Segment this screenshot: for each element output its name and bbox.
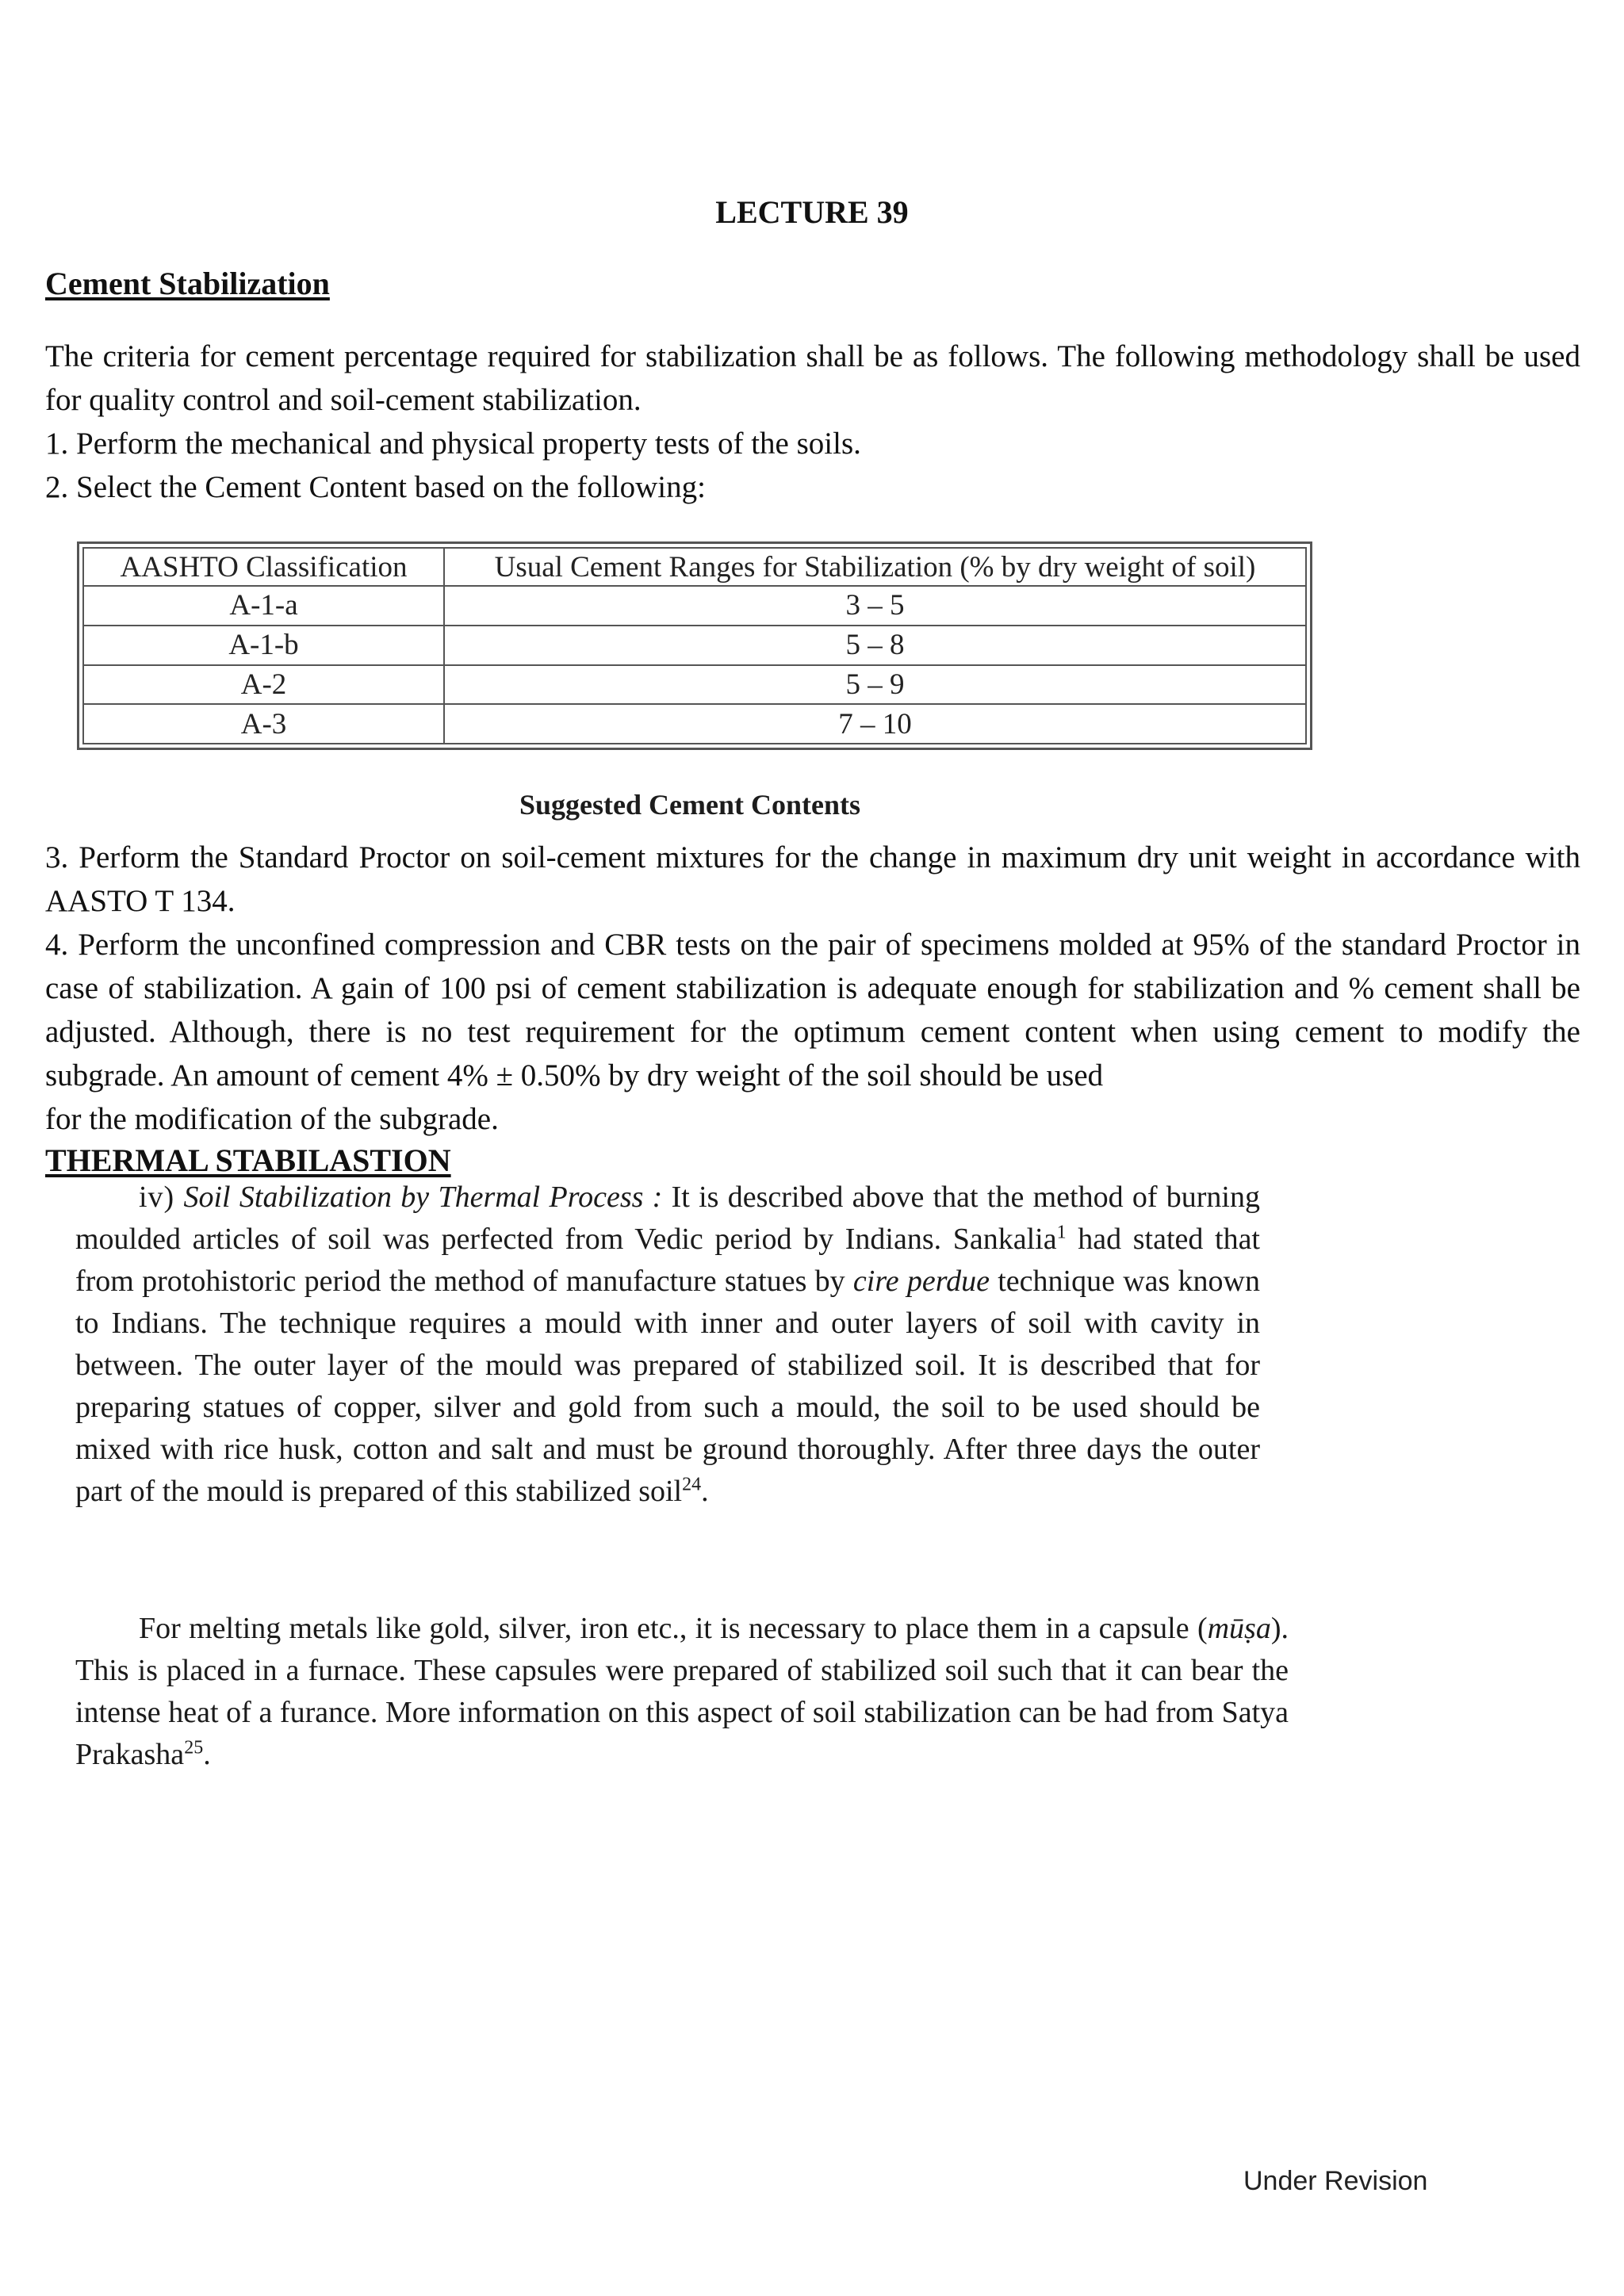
paragraph-text: ). This is placed in a furnace. These capsules were prepared of stabilized soil such that it can bear the intense heat of a furance. More information on this aspect of soil stabilization can be had from Satya Prakasha [75,1612,1289,1771]
footer-note: Under Revision [1243,2166,1428,2196]
cell-range: 3 – 5 [444,586,1306,626]
scanned-excerpt-melting-metals [75,1608,1289,1776]
cell-range: 5 – 9 [444,665,1306,705]
lecture-title: LECTURE 39 [715,194,909,230]
step-4: 4. Perform the unconfined compression and CBR tests on the pair of specimens molded at 95% of the standard Proctor in case of stabilization. A gain of 100 psi of cement stabilization is adequate enough for stabilization and % cement shall be adjusted. Although, there is no test requirement for the optimum cement content when using cement to modify the subgrade. An amount of cement 4% ± 0.50% by dry weight of the soil should be used [45,928,1580,1093]
step-4-continuation: for the modification of the subgrade. [45,1102,499,1136]
procedure-steps [45,836,1580,1141]
section-heading-cement: Cement Stabilization [45,266,330,301]
period: . [701,1475,709,1508]
table-row [83,665,1306,705]
step-1: 1. Perform the mechanical and physical property tests of the soils. [45,427,861,461]
period: . [203,1738,211,1771]
reference-marker: 1 [1056,1222,1067,1243]
cell-classification: A-2 [83,665,444,705]
intro-text [45,335,1580,509]
reference-marker: 24 [682,1474,702,1495]
cell-range: 5 – 8 [444,626,1306,665]
italic-term: cire perdue [852,1265,990,1298]
scanned-paragraph-1 [75,1177,1260,1513]
paragraph-text: had stated that from protohistoric period the method of manufacture statues by [75,1223,1260,1298]
cell-classification: A-1-a [83,586,444,626]
italic-term: mūṣa [1207,1612,1271,1645]
paragraph-text: For melting metals like gold, silver, iron etc., it is necessary to place them in a capsule ( [139,1612,1208,1645]
paragraph-text: technique was known to Indians. The technique requires a mould with inner and outer layers of soil with cavity in between. The outer layer of the mould was prepared of stabilized soil. It is described that for preparing statues of copper, silver and gold from such a mould, the soil to be used should be mixed with rice husk, cotton and salt and must be ground thoroughly. After three days the outer part of the mould is prepared of this stabilized soil [75,1265,1261,1508]
item-number: iv) [139,1181,175,1214]
paragraph-text: It is described above that the method of burning moulded articles of soil was perfected from Vedic period by Indians. Sankalia [75,1181,1260,1256]
cell-range: 7 – 10 [444,704,1306,744]
cell-classification: A-3 [83,704,444,744]
table-row [83,626,1306,665]
table-header-row [83,548,1306,586]
table-row [83,704,1306,744]
header-aashto-classification: AASHTO Classification [83,548,444,586]
intro-paragraph: The criteria for cement percentage required for stabilization shall be as follows. The following methodology shall be used for quality control and soil-cement stabilization. [45,339,1580,417]
scanned-paragraph-2 [75,1608,1289,1776]
cement-range-table [82,547,1307,744]
table-caption: Suggested Cement Contents [519,789,860,821]
cell-classification: A-1-b [83,626,444,665]
section-heading-thermal: THERMAL STABILASTION [45,1142,451,1178]
cement-table-frame [77,541,1312,750]
scanned-excerpt-thermal-process [75,1177,1260,1513]
italic-title: Soil Stabilization by Thermal Process : [183,1181,663,1214]
step-2: 2. Select the Cement Content based on the following: [45,470,706,504]
reference-marker: 25 [184,1737,204,1758]
header-cement-range: Usual Cement Ranges for Stabilization (% by dry weight of soil) [444,548,1306,586]
table-row [83,586,1306,626]
step-3: 3. Perform the Standard Proctor on soil-cement mixtures for the change in maximum dry unit weight in accordance with AASTO T 134. [45,840,1580,918]
